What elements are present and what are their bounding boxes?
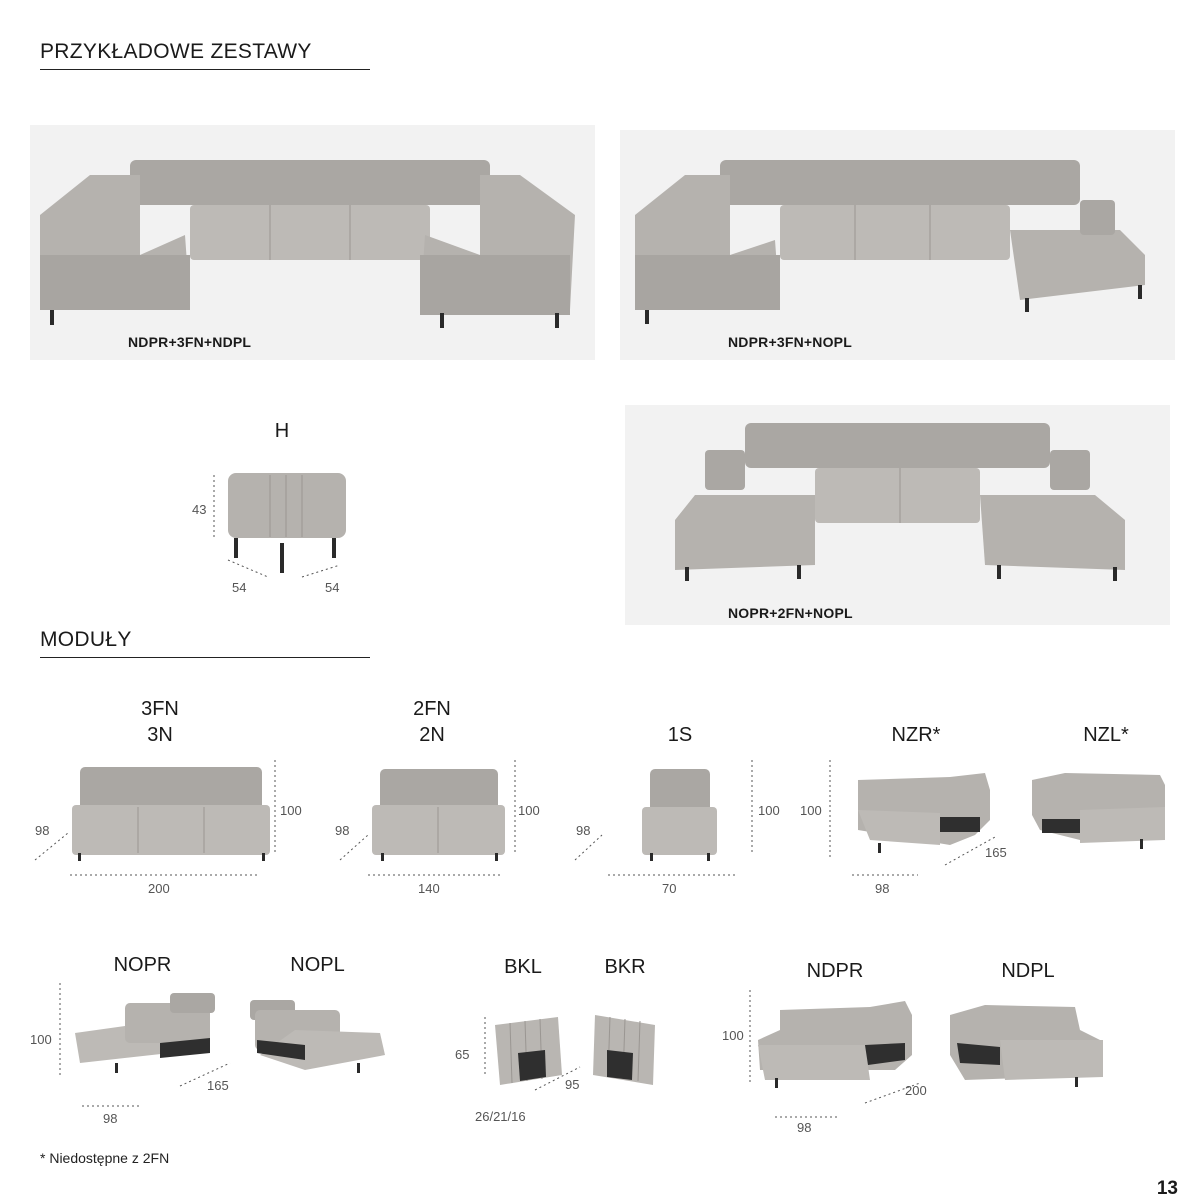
module-nopr-length-label: 165 bbox=[207, 1078, 229, 1093]
module-nopl-image bbox=[245, 985, 395, 1095]
module-bkl-code: BKL bbox=[504, 956, 542, 978]
sofa-u-shaped-image-2 bbox=[620, 130, 1175, 360]
module-nzr-image bbox=[800, 755, 1020, 905]
module-3fn-width-label: 200 bbox=[148, 881, 170, 896]
module-3fn-height-label: 100 bbox=[280, 803, 302, 818]
module-3fn-code-line2: 3N bbox=[147, 724, 173, 746]
module-bkl-image bbox=[450, 1005, 600, 1120]
module-nzr-depth-label: 98 bbox=[875, 881, 890, 896]
module-nopl-code: NOPL bbox=[290, 954, 345, 976]
module-1s-height-label: 100 bbox=[758, 803, 780, 818]
module-nzl-image bbox=[1020, 755, 1200, 875]
module-3fn-code bbox=[120, 696, 200, 748]
module-ndpr-length-label: 200 bbox=[905, 1083, 927, 1098]
module-bkl-depth-label: 95 bbox=[565, 1077, 580, 1092]
example-caption-3: NOPR+2FN+NOPL bbox=[728, 605, 853, 621]
footnote: * Niedostępne z 2FN bbox=[40, 1150, 170, 1166]
module-nopr-height-label: 100 bbox=[30, 1032, 52, 1047]
module-bkl-thickness-label: 26/21/16 bbox=[475, 1109, 526, 1124]
module-ndpr-image bbox=[720, 985, 950, 1130]
section-title-examples: PRZYKŁADOWE ZESTAWY bbox=[40, 40, 370, 70]
sofa-u-shaped-image-1 bbox=[30, 125, 595, 360]
module-2fn-code-line1: 2FN bbox=[413, 698, 451, 720]
module-2fn-image bbox=[335, 755, 555, 905]
section-title-modules: MODUŁY bbox=[40, 628, 370, 658]
module-2fn-code bbox=[392, 696, 472, 748]
module-2fn-code-line2: 2N bbox=[419, 724, 445, 746]
module-ndpr-code: NDPR bbox=[806, 960, 864, 982]
module-nopr-code: NOPR bbox=[113, 954, 172, 976]
module-nzr-length-label: 165 bbox=[985, 845, 1007, 860]
module-2fn-height-label: 100 bbox=[518, 803, 540, 818]
module-1s-width-label: 70 bbox=[662, 881, 677, 896]
module-bkr-image bbox=[585, 1005, 675, 1100]
module-bkl-height-label: 65 bbox=[455, 1047, 470, 1062]
page-number: 13 bbox=[1156, 1178, 1178, 1199]
example-caption-2: NDPR+3FN+NOPL bbox=[728, 334, 852, 350]
module-2fn-depth-label: 98 bbox=[335, 823, 350, 838]
example-caption-1: NDPR+3FN+NDPL bbox=[128, 334, 252, 350]
module-1s-depth-label: 98 bbox=[576, 823, 591, 838]
pouf-image bbox=[190, 465, 370, 595]
module-nzr-code: NZR* bbox=[891, 724, 941, 746]
module-3fn-image bbox=[30, 755, 320, 905]
pouf-code: H bbox=[274, 420, 290, 442]
module-nzr-height-label: 100 bbox=[800, 803, 822, 818]
module-1s-code: 1S bbox=[667, 724, 693, 746]
module-bkr-code: BKR bbox=[604, 956, 646, 978]
module-ndpr-depth-label: 98 bbox=[797, 1120, 812, 1135]
module-3fn-code-line1: 3FN bbox=[141, 698, 179, 720]
module-ndpl-code: NDPL bbox=[1001, 960, 1055, 982]
module-nopr-image bbox=[30, 978, 250, 1118]
module-3fn-depth-label: 98 bbox=[35, 823, 50, 838]
pouf-width-label: 54 bbox=[232, 580, 247, 595]
module-nopr-depth-label: 98 bbox=[103, 1111, 118, 1126]
module-nzl-code: NZL* bbox=[1083, 724, 1129, 746]
module-ndpr-height-label: 100 bbox=[722, 1028, 744, 1043]
pouf-height-label: 43 bbox=[192, 502, 207, 517]
sofa-u-shaped-image-3 bbox=[625, 405, 1170, 625]
module-2fn-width-label: 140 bbox=[418, 881, 440, 896]
pouf-depth-label: 54 bbox=[325, 580, 340, 595]
module-ndpl-image bbox=[945, 995, 1115, 1105]
